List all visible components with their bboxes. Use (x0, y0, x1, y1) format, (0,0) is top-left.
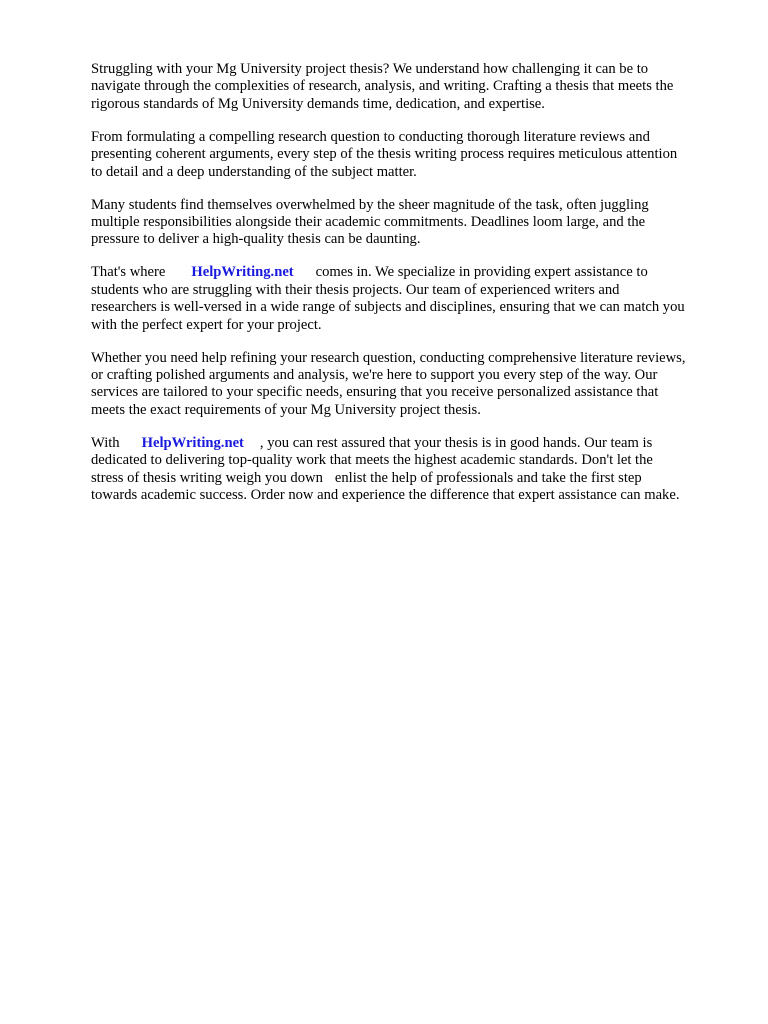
text-line: meets the exact requirements of your Mg University project thesis. (91, 401, 481, 418)
text-fragment: With (91, 434, 120, 451)
text-line (91, 435, 731, 452)
paragraph-tailored (91, 350, 731, 420)
text-line: services are tailored to your specific needs, ensuring that you receive personalized assistance that (91, 384, 659, 401)
paragraph-overwhelmed (91, 197, 731, 249)
text-line: multiple responsibilities alongside their academic commitments. Deadlines loom large, and the (91, 214, 646, 231)
paragraph-service (91, 264, 731, 334)
text-line: with the perfect expert for your project. (91, 316, 322, 333)
text-line: rigorous standards of Mg University demands time, dedication, and expertise. (91, 95, 545, 112)
text-line: Struggling with your Mg University project thesis? We understand how challenging it can be to (91, 61, 649, 77)
text-line: navigate through the complexities of research, analysis, and writing. Crafting a thesis that meets the (91, 78, 674, 95)
text-line: From formulating a compelling research question to conducting thorough literature reviews and (91, 128, 650, 145)
text-fragment: enlist the help of professionals and take the first step (334, 469, 642, 486)
paragraph-intro (91, 61, 731, 113)
text-line (91, 470, 731, 487)
paragraph-closing (91, 435, 731, 505)
text-fragment: stress of thesis writing weigh you down (91, 469, 323, 486)
text-line: researchers is well-versed in a wide range of subjects and disciplines, ensuring that we can match you (91, 299, 685, 316)
document-page (91, 61, 731, 520)
text-line: or crafting polished arguments and analysis, we're here to support you every step of the way. Our (91, 367, 658, 384)
text-fragment: That's where (91, 264, 166, 281)
text-line: pressure to deliver a high-quality thesis can be daunting. (91, 231, 421, 248)
text-fragment: , you can rest assured that your thesis is in good hands. Our team is (259, 434, 653, 451)
text-line: dedicated to delivering top-quality work that meets the highest academic standards. Don't let the (91, 452, 653, 469)
text-line: presenting coherent arguments, every step of the thesis writing process requires meticulous attention (91, 146, 678, 163)
text-fragment: comes in. We specialize in providing expert assistance to (315, 264, 648, 281)
helpwriting-link[interactable]: HelpWriting.net (141, 434, 244, 451)
text-line (91, 264, 731, 281)
text-line: Many students find themselves overwhelmed by the sheer magnitude of the task, often juggling (91, 196, 649, 213)
text-line: towards academic success. Order now and experience the difference that expert assistance can make. (91, 487, 680, 504)
paragraph-process (91, 129, 731, 181)
text-line: Whether you need help refining your research question, conducting comprehensive literature reviews, (91, 349, 686, 366)
text-line: to detail and a deep understanding of the subject matter. (91, 163, 417, 180)
text-line: students who are struggling with their thesis projects. Our team of experienced writers and (91, 281, 620, 298)
helpwriting-link[interactable]: HelpWriting.net (191, 264, 294, 281)
